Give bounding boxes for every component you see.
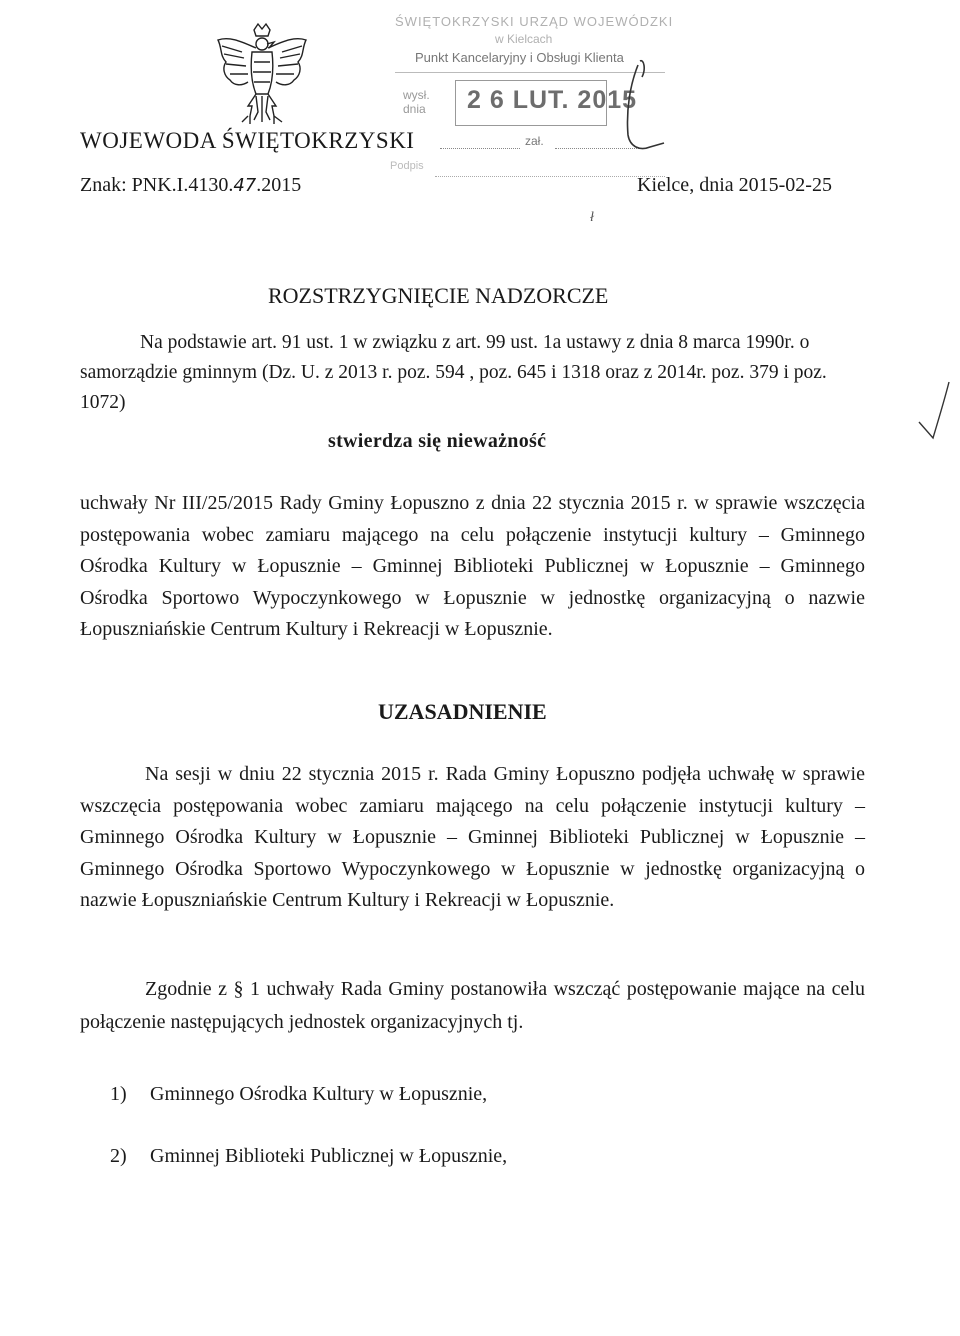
legal-basis: Na podstawie art. 91 ust. 1 w związku z art. 99 ust. 1a ustawy z dnia 8 marca 1990r. o samorządzie gminnym (Dz. U. z 2013 r. poz. 594 , poz. 645 i 1318 oraz z 2014r. poz. 379 i poz. 1072) [80, 332, 827, 413]
justification-paragraph-2: Zgodnie z § 1 uchwały Rada Gminy postanowiła wszcząć postępowanie mające na celu połączenie następujących jednostek organizacyjnych tj. [80, 978, 865, 1033]
stamp-dotted-line [440, 148, 520, 149]
stamp-office-name: ŚWIĘTOKRZYSKI URZĄD WOJEWÓDZKI [395, 14, 674, 29]
margin-mark: ł [590, 210, 594, 225]
justification-heading: UZASADNIENIE [378, 699, 547, 724]
document-title: ROZSTRZYGNIĘCIE NADZORCZE [268, 283, 609, 308]
handwritten-number: 47 [233, 175, 257, 196]
resolution-text: uchwały Nr III/25/2015 Rady Gminy Łopuszno z dnia 22 stycznia 2015 r. w sprawie wszczęcia postępowania wobec zamiaru mającego na celu połączenie instytucji kultury – Gminnego Ośrodka Kultury w Łopusznie – Gminnej Biblioteki Publicznej w Łopusznie – Gminnego Ośrodka Sportowo Wypoczynkowego w Łopusznie w jednostkę organizacyjną o nazwie Łopuszniańskie Centrum Kultury i Rekreacji w Łopusznie. [80, 492, 865, 640]
stamp-signature-label: Podpis [390, 160, 424, 172]
stamp-city: w Kielcach [495, 32, 553, 46]
check-mark-icon [915, 378, 955, 448]
stamp-unit: Punkt Kancelaryjny i Obsługi Klienta [415, 50, 624, 65]
merged-units-list [110, 1063, 507, 1187]
issuing-authority: WOJEWODA ŚWIĘTOKRZYSKI [80, 128, 415, 153]
stamp-date: 2 6 LUT. 2015 [467, 86, 638, 114]
state-emblem-eagle-icon [212, 22, 312, 130]
list-item: 2) Gminnej Biblioteki Publicznej w Łopusznie, [110, 1145, 508, 1167]
decision-statement: stwierdza się nieważność [328, 430, 547, 452]
justification-paragraph-1: Na sesji w dniu 22 stycznia 2015 r. Rada Gminy Łopuszno podjęła uchwałę w sprawie wszczęcia postępowania wobec zamiaru mającego na celu połączenie instytucji kultury – Gminnego Ośrodka Kultury w Łopusznie – Gminnej Biblioteki Publicznej w Łopusznie – Gminnego Ośrodka Sportowo Wypoczynkowego w Łopusznie w jednostkę organizacyjną o nazwie Łopuszniańskie Centrum Kultury i Rekreacji w Łopusznie. [80, 763, 865, 911]
stamp-attachments-label: zał. [525, 134, 544, 148]
place-and-date: Kielce, dnia 2015-02-25 [637, 174, 832, 196]
stamp-dotted-line [435, 176, 665, 177]
reference-number: Znak: PNK.I.4130.47.2015 [80, 174, 302, 196]
stamp-sent-label: wysł. dnia [403, 88, 430, 116]
list-item: 1) Gminnego Ośrodka Kultury w Łopusznie, [110, 1083, 488, 1105]
handwritten-signature [600, 55, 670, 165]
